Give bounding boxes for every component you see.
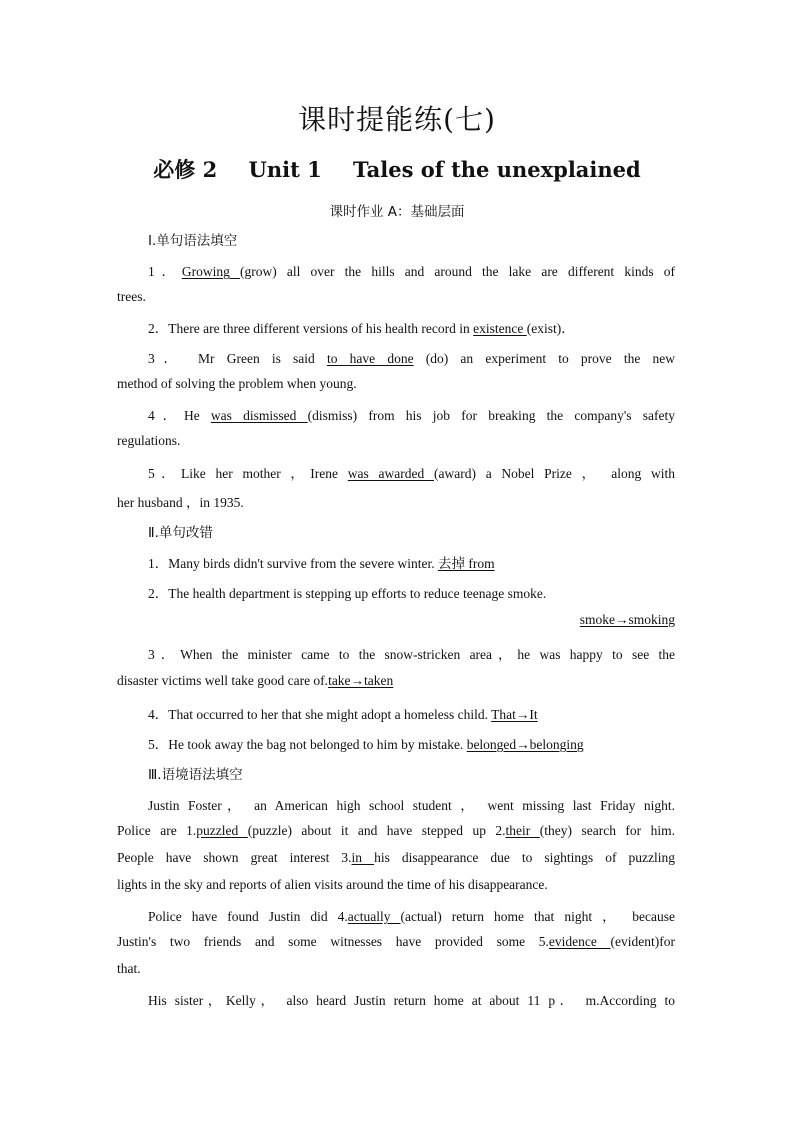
section-heading: Ⅰ.单句语法填空 [148,233,238,249]
answer: actually [347,909,401,924]
book-label: 必修 2 [153,157,218,182]
question-line: 3．When the minister came to the snow-stricken area，he was happy to see the [148,647,675,662]
passage-line: that. [117,961,141,976]
answer: smoke→smoking [579,612,675,627]
question-line: her husband ，in 1935. [117,495,244,510]
answer: to have done [326,351,414,366]
answer: was awarded [347,466,434,481]
topic-label: Tales of the unexplained [353,157,641,182]
passage-line: Justin's two friends and some witnesses have provided some 5.evidence (evident)for [117,934,676,949]
passage-line: Justin Foster， an American high school student ， went missing last Friday night. [148,798,675,813]
question-line: trees. [117,289,146,304]
question-line [117,612,675,628]
answer: Growing [181,264,240,279]
answer: was dismissed [210,408,308,423]
question-line: method of solving the problem when young. [117,376,357,391]
answer: That→It [491,707,538,722]
part-label: 课时作业 A：基础层面 [329,204,465,220]
passage-line: His sister，Kelly， also heard Justin return home at about 11 p． m.According to [148,993,675,1008]
section-heading: Ⅲ.语境语法填空 [148,767,243,783]
question-line: 2．There are three different versions of his health record in existence (exist)． [148,321,575,336]
question-line: 3． Mr Green is said to have done (do) an experiment to prove the new [148,351,676,366]
passage-line: Police have found Justin did 4.actually (actual) return home that night ， because [148,909,675,924]
answer: puzzled [196,823,248,838]
question-line: 5．Like her mother ，Irene was awarded (award) a Nobel Prize ， along with [148,466,675,481]
question-line: 1．Many birds didn't survive from the severe winter. 去掉 from [148,556,495,571]
answer: existence [473,321,527,336]
question-line: 5．He took away the bag not belonged to him by mistake. belonged→belonging [148,737,584,752]
question-line: disaster victims well take good care of.take→taken [117,673,394,688]
passage-line: People have shown great interest 3.in his disappearance due to sightings of puzzling [117,850,675,865]
question-line: 2．The health department is stepping up efforts to reduce teenage smoke. [148,586,547,601]
answer: in [351,850,375,865]
answer: evidence [548,934,611,949]
answer: take→taken [328,673,394,688]
section-heading: Ⅱ.单句改错 [148,525,213,541]
question-line: 1．Growing (grow) all over the hills and around the lake are different kinds of [148,264,676,279]
question-line: 4．He was dismissed (dismiss) from his job for breaking the company's safety [148,408,675,423]
passage-line: Police are 1.puzzled (puzzle) about it and have stepped up 2.their (they) search for him. [117,823,675,838]
question-line: 4．That occurred to her that she might adopt a homeless child. That→It [148,707,538,722]
answer: 去掉 from [438,556,495,571]
answer: their [505,823,540,838]
passage-line: lights in the sky and reports of alien visits around the time of his disappearance. [117,877,548,892]
answer: belonged→belonging [466,737,584,752]
unit-label: Unit 1 [248,157,322,182]
page-title: 课时提能练(七) [298,103,496,136]
unit-subtitle [0,154,794,184]
question-line: regulations. [117,433,181,448]
